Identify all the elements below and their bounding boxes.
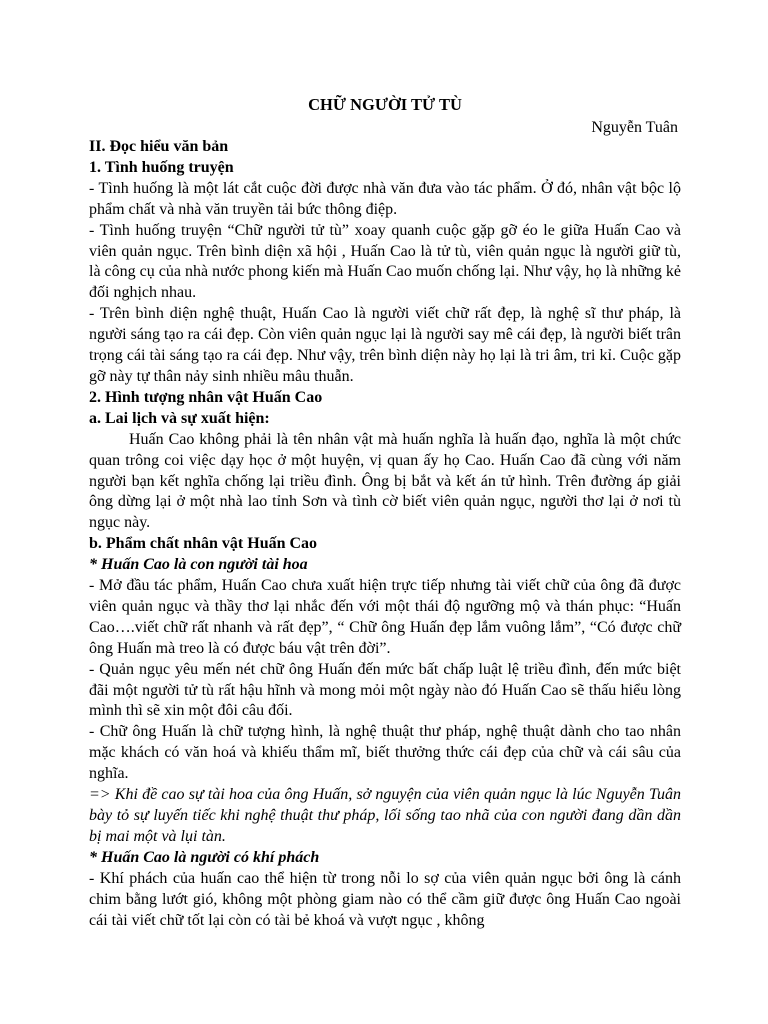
heading-character: 2. Hình tượng nhân vật Huấn Cao xyxy=(89,388,323,406)
paragraph-conclusion: => Khi đề cao sự tài hoa của ông Huấn, sở nguyện của viên quản ngục là lúc Nguyễn Tuân bày tỏ sự luyến tiếc khi nghệ thuật thư pháp, lối sống tao nhã của con người đang dần dần bị mai một và lụi tàn. xyxy=(89,786,681,845)
paragraph-2: - Tình huống truyện “Chữ người tử tù” xoay quanh cuộc gặp gỡ éo le giữa Huấn Cao và viên quản ngục. Trên bình diện xã hội , Huấn Cao là tử tù, viên quản ngục là người giữ tù, là công cụ của nhà nước phong kiến mà Huấn Cao muốn chống lại. Như vậy, họ là những kẻ đối nghịch nhau. xyxy=(89,221,681,302)
paragraph-6: - Quản ngục yêu mến nét chữ ông Huấn đến mức bất chấp luật lệ triều đình, đến mức biệt đãi một người tử tù rất hậu hĩnh và mong mỏi một ngày nào đó Huấn Cao sẽ thấu hiểu lòng mình thì sẽ xin một đôi câu đối. xyxy=(89,660,681,720)
section-heading: II. Đọc hiểu văn bản xyxy=(89,138,229,155)
document-body xyxy=(89,137,681,931)
heading-qualities: b. Phẩm chất nhân vật Huấn Cao xyxy=(89,535,318,553)
author-name: Nguyễn Tuân xyxy=(591,119,678,136)
heading-background: a. Lai lịch và sự xuất hiện: xyxy=(89,409,270,427)
paragraph-5: - Mở đầu tác phẩm, Huấn Cao chưa xuất hiện trực tiếp nhưng tài viết chữ của ông đã được viên quản ngục và thầy thơ lại nhắc đến với một thái độ ngưỡng mộ và thán phục: “Huấn Cao….viết chữ rất nhanh và rất đẹp”, “ Chữ ông Huấn đẹp lắm vuông lắm”, “Có được chữ ông Huấn mà treo là có được báu vật trên đời”. xyxy=(89,577,681,657)
heading-situation: 1. Tình huống truyện xyxy=(89,158,234,176)
page-title: CHỮ NGƯỜI TỬ TÙ xyxy=(308,95,462,114)
subheading-spirit: * Huấn Cao là người có khí phách xyxy=(89,848,320,866)
paragraph-1: - Tình huống là một lát cắt cuộc đời được nhà văn đưa vào tác phẩm. Ở đó, nhân vật bộc lộ phẩm chất và nhà văn truyền tải bức thông điệp. xyxy=(89,179,681,218)
paragraph-9: - Khí phách của huấn cao thể hiện từ trong nỗi lo sợ của viên quản ngục bởi ông là cánh chim bằng lướt gió, không một phòng giam nào có thể cầm giữ được ông Huấn Cao ngoài cái tài viết chữ tốt lại còn có tài bẻ khoá và vượt ngục , không xyxy=(89,869,681,929)
paragraph-3: - Trên bình diện nghệ thuật, Huấn Cao là người viết chữ rất đẹp, là nghệ sĩ thư pháp, là người sáng tạo ra cái đẹp. Còn viên quản ngục lại là người say mê cái đẹp, là người biết trân trọng cái tài sáng tạo ra cái đẹp. Như vậy, trên bình diện này họ lại là tri âm, tri kỉ. Cuộc gặp gỡ này tự thân nảy sinh nhiều mâu thuẫn. xyxy=(89,305,681,385)
paragraph-4: Huấn Cao không phải là tên nhân vật mà huấn nghĩa là huấn đạo, nghĩa là một chức quan trông coi việc dạy học ở một huyện, vị quan ấy họ Cao. Huấn Cao đã cùng với năm người bạn kết nghĩa chống lại triều đình. Ông bị bắt và kết án tử hình. Trên đường áp giải ông dừng lại ở một nhà lao tỉnh Sơn và tình cờ biết viên quản ngục, người thơ lại ở nơi tù ngục này. xyxy=(89,430,681,532)
subheading-talent: * Huấn Cao là con người tài hoa xyxy=(89,556,308,574)
paragraph-7: - Chữ ông Huấn là chữ tượng hình, là nghệ thuật thư pháp, nghệ thuật dành cho tao nhân mặc khách có văn hoá và khiếu thẩm mĩ, biết thưởng thức cái đẹp của chữ và cái sâu của nghĩa. xyxy=(89,723,681,783)
